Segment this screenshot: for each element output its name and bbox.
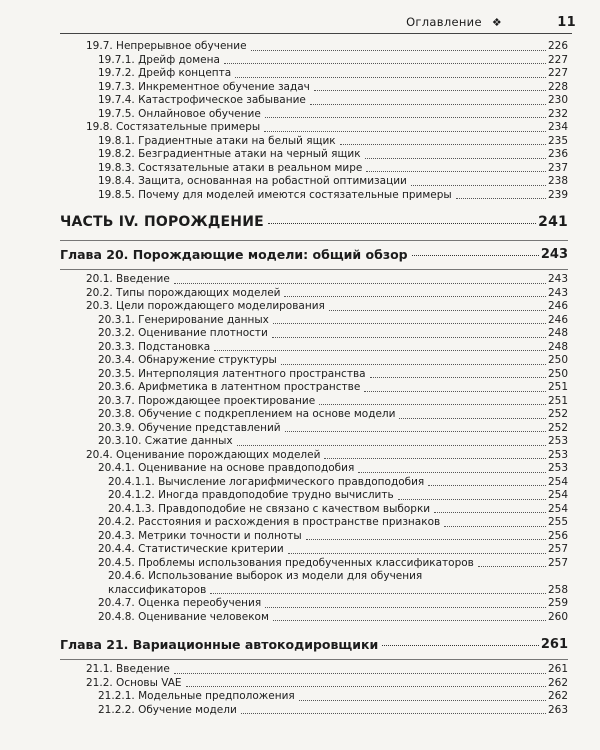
entry-label: 19.7.3. Инкрементное обучение задач [98, 80, 310, 93]
entry-page: 228 [547, 80, 568, 93]
dot-leader [272, 337, 546, 338]
toc-entry[interactable] [60, 327, 568, 341]
toc-entry[interactable] [60, 422, 568, 436]
toc-entry[interactable] [60, 341, 568, 355]
dot-leader [288, 553, 546, 554]
entry-page: 252 [547, 421, 568, 434]
entry-page: 251 [547, 394, 568, 407]
entry-page: 246 [547, 313, 568, 326]
table-of-contents [60, 40, 568, 717]
entry-page: 251 [547, 381, 568, 393]
entry-page: 246 [547, 300, 568, 312]
dot-leader [251, 50, 546, 51]
toc-entry[interactable] [60, 435, 568, 449]
entry-page: 262 [547, 690, 568, 702]
toc-group-20-end [60, 597, 568, 624]
entry-label: 21.2.1. Модельные предположения [98, 690, 295, 702]
dot-leader [478, 566, 546, 567]
header-rule [60, 33, 572, 34]
toc-group-20 [60, 273, 568, 570]
entry-page: 262 [547, 676, 568, 689]
entry-page: 254 [547, 489, 568, 501]
dot-leader [285, 431, 546, 432]
toc-entry[interactable] [60, 395, 568, 409]
dot-leader [174, 673, 546, 674]
toc-entry[interactable] [60, 148, 568, 162]
toc-entry[interactable] [60, 368, 568, 382]
dot-leader [299, 700, 546, 701]
entry-label: 20.3.4. Обнаружение структуры [98, 354, 277, 366]
toc-entry[interactable] [60, 690, 568, 704]
entry-label: 20.4.1.2. Иногда правдоподобие трудно вычислить [108, 489, 394, 501]
entry-label: 19.8.5. Почему для моделей имеются состязательные примеры [98, 188, 452, 201]
toc-entry[interactable] [60, 273, 568, 287]
part-page: 241 [538, 214, 568, 231]
chapter-page: 243 [540, 247, 568, 263]
toc-entry[interactable] [60, 314, 568, 328]
entry-page: 257 [547, 556, 568, 569]
toc-entry[interactable] [60, 40, 568, 54]
entry-label: 20.4.5. Проблемы использования предобученных классификаторов [98, 556, 474, 569]
entry-label: 20.4.4. Статистические критерии [98, 543, 284, 555]
dot-leader [273, 620, 546, 621]
entry-label: 20.4.1.3. Правдоподобие не связано с качеством выборки [108, 502, 431, 515]
toc-entry[interactable] [60, 597, 568, 611]
dot-leader [284, 296, 545, 297]
entry-page: 259 [547, 597, 568, 609]
dot-leader [224, 63, 546, 64]
dot-leader [382, 645, 539, 646]
dot-leader [398, 499, 546, 500]
entry-page: 257 [547, 543, 568, 555]
page-number: 11 [557, 14, 576, 30]
dot-leader [237, 445, 546, 446]
dot-leader [174, 283, 546, 284]
entry-page: 250 [547, 354, 568, 366]
toc-group-19 [60, 40, 568, 202]
toc-entry[interactable] [60, 543, 568, 557]
entry-label: 19.8.3. Состязательные атаки в реальном мире [98, 161, 363, 174]
part-title: ЧАСТЬ IV. ПОРОЖДЕНИЕ [60, 214, 264, 231]
entry-label-line2: классификаторов [108, 583, 207, 596]
toc-entry[interactable] [60, 135, 568, 149]
entry-page: 252 [547, 408, 568, 420]
entry-label: 20.3.7. Порождающее проектирование [98, 394, 316, 407]
entry-label: 20.4.3. Метрики точности и полноты [98, 529, 302, 542]
entry-label: 20.2. Типы порождающих моделей [86, 286, 281, 299]
toc-entry[interactable] [60, 81, 568, 95]
entry-label: 20.3.2. Оценивание плотности [98, 327, 268, 339]
dot-leader [412, 255, 539, 256]
dot-leader [265, 117, 546, 118]
toc-entry[interactable] [60, 408, 568, 422]
entry-page: 238 [547, 175, 568, 187]
toc-entry-wrap-line2[interactable] [60, 584, 568, 598]
dot-leader [428, 485, 546, 486]
entry-label: 19.8. Состязательные примеры [86, 121, 261, 133]
entry-label: 21.1. Введение [86, 663, 170, 675]
toc-entry[interactable] [60, 677, 568, 691]
entry-label: 19.7.4. Катастрофическое забывание [98, 94, 306, 106]
entry-label: 20.3.9. Обучение представлений [98, 421, 281, 434]
entry-label: 21.2.2. Обучение модели [98, 703, 237, 716]
entry-page: 234 [547, 121, 568, 133]
running-header [60, 12, 576, 32]
dot-leader [241, 713, 546, 714]
toc-entry[interactable] [60, 663, 568, 677]
toc-entry[interactable] [60, 449, 568, 463]
dot-leader [399, 418, 545, 419]
entry-page: 227 [547, 53, 568, 66]
entry-label: 20.3.1. Генерирование данных [98, 313, 269, 326]
entry-page: 236 [547, 148, 568, 160]
dot-leader [456, 198, 546, 199]
dot-leader [265, 607, 546, 608]
toc-chapter-21[interactable] [60, 634, 568, 656]
entry-label: 19.7. Непрерывное обучение [86, 40, 247, 52]
dot-leader [324, 458, 546, 459]
toc-entry-wrap-line1[interactable] [60, 570, 568, 584]
toc-entry[interactable] [60, 300, 568, 314]
entry-page: 243 [547, 273, 568, 285]
toc-entry[interactable] [60, 189, 568, 203]
entry-label: 19.7.5. Онлайновое обучение [98, 107, 261, 120]
toc-entry[interactable] [60, 476, 568, 490]
chapter-page: 261 [540, 637, 568, 653]
toc-entry[interactable] [60, 121, 568, 135]
toc-entry[interactable] [60, 462, 568, 476]
toc-entry[interactable] [60, 516, 568, 530]
entry-page: 260 [547, 610, 568, 623]
entry-label: 20.4.8. Оценивание человеком [98, 610, 269, 623]
entry-page: 230 [547, 94, 568, 106]
dot-leader [411, 185, 546, 186]
entry-page: 256 [547, 529, 568, 542]
chapter-title: Глава 21. Вариационные автокодировщики [60, 637, 379, 653]
entry-page: 248 [547, 340, 568, 353]
entry-page: 258 [547, 583, 568, 596]
entry-label: 20.3.5. Интерполяция латентного пространства [98, 367, 366, 380]
entry-label: 20.1. Введение [86, 273, 170, 285]
entry-page: 254 [547, 502, 568, 515]
dot-leader [268, 223, 536, 224]
dot-leader [370, 377, 546, 378]
toc-entry[interactable] [60, 108, 568, 122]
entry-page: 253 [547, 462, 568, 474]
dot-leader [281, 364, 546, 365]
entry-page: 239 [547, 188, 568, 201]
entry-label: 19.7.1. Дрейф домена [98, 53, 220, 66]
toc-entry[interactable] [60, 557, 568, 571]
entry-label: 20.4. Оценивание порождающих моделей [86, 448, 321, 461]
dot-leader [264, 131, 546, 132]
entry-page: 255 [547, 516, 568, 528]
dot-leader [365, 158, 546, 159]
entry-page: 250 [547, 367, 568, 380]
toc-entry[interactable] [60, 489, 568, 503]
entry-label-line1: 20.4.6. Использование выборок из модели для обучения [108, 570, 423, 582]
entry-page: 226 [547, 40, 568, 52]
entry-page: 232 [547, 107, 568, 120]
dot-leader [366, 171, 546, 172]
dot-leader [319, 404, 546, 405]
dot-leader [314, 90, 546, 91]
entry-label: 20.4.2. Расстояния и расхождения в пространстве признаков [98, 516, 441, 528]
toc-entry[interactable] [60, 354, 568, 368]
dot-leader [273, 323, 546, 324]
toc-entry[interactable] [60, 530, 568, 544]
entry-label: 20.4.1. Оценивание на основе правдоподобия [98, 462, 355, 474]
entry-label: 20.3.10. Сжатие данных [98, 435, 233, 447]
toc-entry[interactable] [60, 704, 568, 718]
entry-label: 19.7.2. Дрейф концепта [98, 67, 232, 79]
dot-leader [310, 104, 546, 105]
dot-leader [210, 593, 546, 594]
toc-entry[interactable] [60, 94, 568, 108]
dot-leader [434, 512, 546, 513]
entry-label: 21.2. Основы VAE [86, 676, 182, 689]
toc-entry[interactable] [60, 175, 568, 189]
toc-entry[interactable] [60, 67, 568, 81]
entry-page: 248 [547, 327, 568, 339]
dot-leader [235, 77, 546, 78]
dot-leader [186, 686, 546, 687]
part-divider [60, 240, 568, 241]
chapter-divider [60, 659, 568, 660]
entry-label: 20.4.1.1. Вычисление логарифмического правдоподобия [108, 475, 425, 488]
chapter-title: Глава 20. Порождающие модели: общий обзор [60, 247, 408, 263]
entry-page: 237 [547, 161, 568, 174]
toc-part-iv[interactable] [60, 210, 568, 236]
toc-group-21 [60, 663, 568, 717]
toc-chapter-20[interactable] [60, 244, 568, 266]
entry-label: 20.3. Цели порождающего моделирования [86, 300, 325, 312]
dot-leader [364, 391, 546, 392]
entry-page: 235 [547, 134, 568, 147]
toc-entry[interactable] [60, 54, 568, 68]
entry-page: 254 [547, 475, 568, 488]
toc-entry[interactable] [60, 287, 568, 301]
toc-entry[interactable] [60, 503, 568, 517]
dot-leader [444, 526, 546, 527]
toc-entry[interactable] [60, 381, 568, 395]
running-header-title: Оглавление [406, 15, 482, 29]
diamond-ornament-icon: ❖ [491, 15, 502, 29]
dot-leader [340, 144, 546, 145]
dot-leader [329, 310, 546, 311]
chapter-divider [60, 269, 568, 270]
dot-leader [306, 539, 546, 540]
spacer [60, 624, 568, 632]
entry-label: 20.4.7. Оценка переобучения [98, 597, 262, 609]
entry-page: 227 [547, 67, 568, 79]
dot-leader [214, 350, 546, 351]
toc-entry[interactable] [60, 611, 568, 625]
toc-entry[interactable] [60, 162, 568, 176]
entry-label: 20.3.3. Подстановка [98, 340, 211, 353]
entry-label: 19.8.4. Защита, основанная на робастной оптимизации [98, 175, 407, 187]
entry-page: 263 [547, 703, 568, 716]
entry-page: 253 [547, 448, 568, 461]
entry-page: 243 [547, 286, 568, 299]
entry-label: 20.3.6. Арифметика в латентном пространстве [98, 381, 361, 393]
entry-label: 19.8.1. Градиентные атаки на белый ящик [98, 134, 336, 147]
entry-label: 19.8.2. Безградиентные атаки на черный ящик [98, 148, 361, 160]
dot-leader [358, 472, 546, 473]
entry-label: 20.3.8. Обучение с подкреплением на основе модели [98, 408, 396, 420]
entry-page: 261 [547, 663, 568, 675]
entry-page: 253 [547, 435, 568, 447]
